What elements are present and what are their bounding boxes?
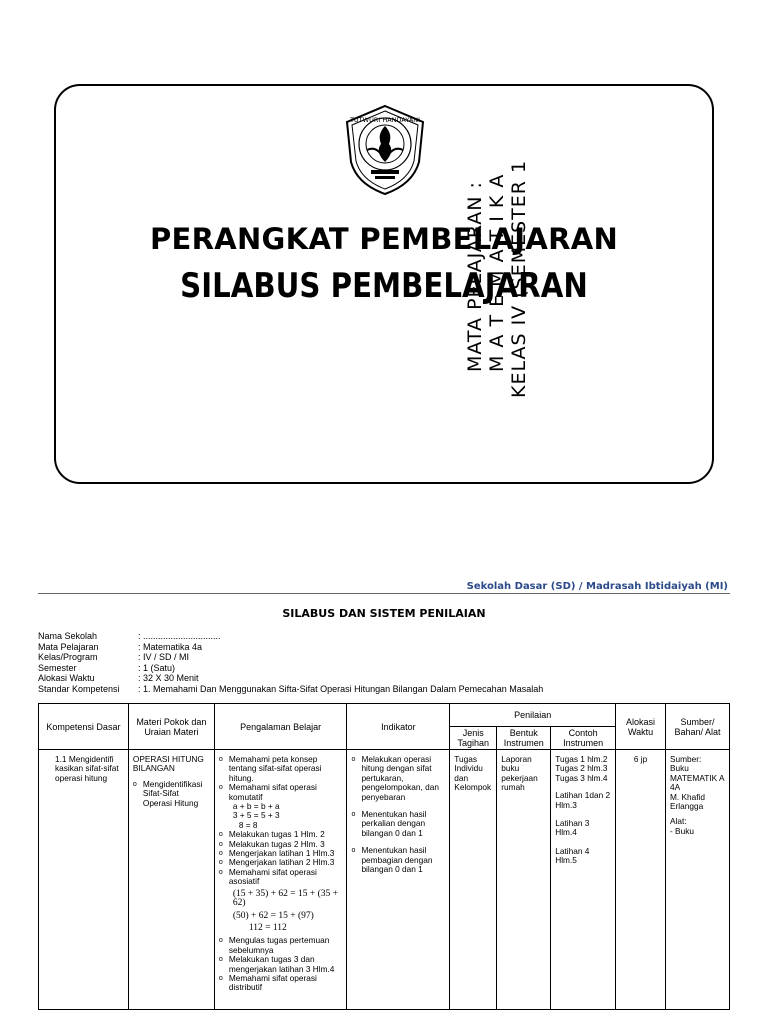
list-item: Tugas 2 hlm.3: [555, 763, 608, 774]
header-penilaian: Penilaian: [450, 704, 616, 727]
info-row-mata-pelajaran: Mata Pelajaran : Matematika 4a: [38, 641, 203, 652]
info-row-kelas: Kelas/Program : IV / SD / MI: [38, 652, 190, 663]
cell-indikator: [347, 750, 450, 1010]
list-item: Buku MATEMATIK A 4A: [669, 763, 725, 793]
cell-pengalaman: [214, 750, 347, 1010]
vertical-label-mata-pelajaran: MATA PELAJARAN :: [464, 181, 486, 372]
list-item: o Melakukan tugas 2 Hlm. 3: [219, 840, 343, 849]
tutwuri-handayani-emblem: [335, 100, 435, 200]
emblem-text: TUTWURI HANDAYANI: [349, 116, 421, 124]
list-item: o Memahami sifat operasi asosiatif: [219, 868, 343, 887]
list-item: Latihan 1dan 2: [555, 790, 611, 801]
cover-subtitle: SILABUS PEMBELAJARAN: [180, 266, 588, 306]
list-item: 3 + 5 = 5 + 3: [232, 810, 280, 821]
header-kompetensi: Kompetensi Dasar: [39, 704, 129, 750]
list-item: Latihan 3: [555, 818, 590, 829]
list-item: Latihan 4: [555, 845, 590, 856]
cell-materi: [128, 750, 214, 1010]
list-item: o Mengulas tugas pertemuan sebelumnya: [219, 936, 343, 955]
list-item: o Memahami sifat operasi distributif: [219, 974, 343, 993]
list-item: o Memahami peta konsep tentang sifat-sifat operasi hitung.: [219, 755, 343, 783]
info-row-standar-kompetensi: Standar Kompetensi : 1. Memahami Dan Menggunakan Sifta-Sifat Operasi Hitungan Bilangan Dalam Pemecahan Masalah: [38, 683, 544, 694]
header-pengalaman: Pengalaman Belajar: [214, 704, 347, 750]
list-item: 8 = 8: [238, 819, 258, 830]
info-row-nama-sekolah: Nama Sekolah : ...............................: [38, 631, 221, 641]
list-item: Tugas 3 hlm.4: [555, 772, 608, 783]
list-item: Alat:: [669, 816, 687, 827]
list-item: Tugas 1 hlm.2: [555, 754, 608, 764]
cell-jenis: Tugas Individu dan Kelompok: [450, 750, 497, 1010]
list-item: a + b = b + a: [232, 801, 280, 812]
cell-alokasi: 6 jp: [616, 750, 666, 1010]
list-item: Hlm.4: [555, 827, 577, 838]
info-row-semester: Semester : 1 (Satu): [38, 662, 176, 673]
syllabus-table: [38, 703, 730, 1010]
header-sumber: Sumber/ Bahan/ Alat: [665, 704, 729, 750]
info-row-alokasi: Alokasi Waktu : 32 X 30 Menit: [38, 673, 199, 684]
table-row: [39, 750, 730, 1010]
list-item: - Buku: [669, 825, 694, 836]
list-item: Hlm.5: [555, 855, 577, 866]
header-jenis: Jenis Tagihan: [450, 727, 497, 750]
math-line: (15 + 35) + 62 = 15 + (35 + 62): [232, 888, 338, 909]
document-title: SILABUS DAN SISTEM PENILAIAN: [282, 607, 486, 620]
list-item: o Menentukan hasil pembagian dengan bilangan 0 dan 1: [351, 846, 445, 874]
list-item: o Melakukan operasi hitung dengan sifat pertukaran, pengelompokan, dan penyebaran: [351, 755, 445, 802]
list-item: o Melakukan tugas 1 Hlm. 2: [219, 830, 343, 839]
school-type-header: Sekolah Dasar (SD) / Madrasah Ibtidaiyah (MI): [466, 581, 728, 592]
header-contoh: Contoh Instrumen: [551, 727, 616, 750]
math-line: 112 = 112: [248, 922, 287, 933]
list-item: M. Khafid Erlangga: [669, 791, 706, 812]
cell-kompetensi: 1.1 Mengidentifi kasikan sifat-sifat operasi hitung: [39, 750, 129, 1010]
list-item: Hlm.3: [555, 799, 577, 810]
header-materi: Materi Pokok dan Uraian Materi: [128, 704, 214, 750]
cover-title: PERANGKAT PEMBELAJARAN: [149, 222, 619, 256]
vertical-label-matematika: M A T E M A T I K A: [486, 173, 508, 372]
list-item: o Menentukan hasil perkalian dengan bilangan 0 dan 1: [351, 810, 445, 838]
header-alokasi: Alokasi Waktu: [616, 704, 666, 750]
header-bentuk: Bentuk Instrumen: [497, 727, 551, 750]
list-item: o Mengerjakan latihan 2 Hlm.3: [219, 858, 343, 867]
identity-block: [38, 631, 543, 695]
cell-sumber: [665, 750, 729, 1010]
header-indikator: Indikator: [347, 704, 450, 750]
materi-title: OPERASI HITUNG BILANGAN: [132, 754, 204, 774]
math-line: (50) + 62 = 15 + (97): [232, 910, 314, 921]
cell-bentuk: Laporan buku pekerjaan rumah: [497, 750, 551, 1010]
list-item: Sumber:: [669, 754, 702, 764]
materi-item: o Mengidentifikasi Sifat-Sifat Operasi Hitung: [133, 780, 210, 808]
list-item: o Memahami sifat operasi komutatif: [219, 783, 343, 802]
list-item: o Melakukan tugas 3 dan mengerjakan latihan 3 Hlm.4: [219, 955, 343, 974]
cell-contoh: [551, 750, 616, 1010]
list-item: o Mengerjakan latihan 1 Hlm.3: [219, 849, 343, 858]
vertical-label-kelas: KELAS IV (SEMESTER 1: [508, 159, 530, 398]
header-rule: [38, 593, 730, 594]
